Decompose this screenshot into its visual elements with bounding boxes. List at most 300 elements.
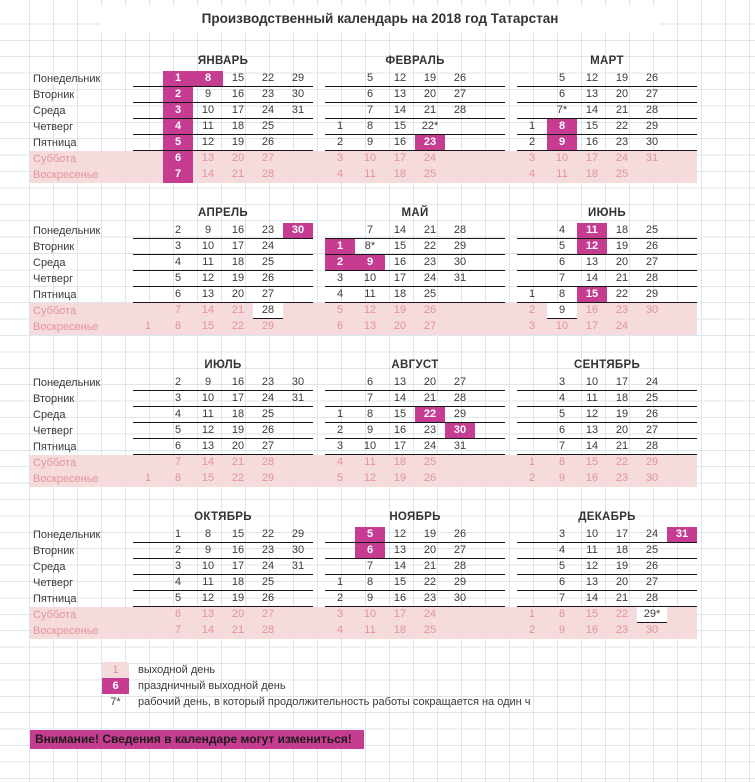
day-cell[interactable] [667,223,697,239]
day-cell[interactable]: 14 [577,271,607,287]
day-cell[interactable] [283,575,313,591]
day-cell[interactable]: 9 [193,87,223,103]
day-cell[interactable]: 24 [415,439,445,455]
day-cell[interactable]: 15 [577,287,607,303]
day-cell[interactable]: 11 [193,255,223,271]
day-cell[interactable]: 11 [364,456,376,468]
day-cell[interactable]: 9 [547,135,577,151]
day-cell[interactable]: 25 [637,391,667,407]
day-cell[interactable] [667,71,697,87]
day-cell[interactable]: 21 [415,103,445,119]
day-cell[interactable]: 9 [355,423,385,439]
day-cell[interactable]: 30 [283,375,313,391]
day-cell[interactable] [325,223,355,239]
day-cell[interactable] [133,607,163,623]
day-cell[interactable]: 28 [637,591,667,607]
day-cell[interactable]: 1 [517,119,547,135]
day-cell[interactable]: 23 [253,375,283,391]
day-cell[interactable]: 27 [445,87,475,103]
day-cell[interactable]: 3 [528,152,536,164]
day-cell[interactable]: 4 [528,168,536,180]
day-cell[interactable] [517,223,547,239]
day-cell[interactable]: 18 [223,407,253,423]
day-cell[interactable] [133,255,163,271]
day-cell[interactable] [475,151,505,167]
day-cell[interactable]: 27 [637,87,667,103]
day-cell[interactable]: 24 [253,239,283,255]
day-cell[interactable] [667,575,697,591]
day-cell[interactable]: 4 [336,456,344,468]
day-cell[interactable]: 18 [607,391,637,407]
day-cell[interactable]: 21 [231,304,245,316]
day-cell[interactable] [475,575,505,591]
day-cell[interactable]: 8 [558,608,566,620]
day-cell[interactable]: 19 [415,71,445,87]
day-cell[interactable]: 3 [336,608,344,620]
day-cell[interactable]: 20 [607,255,637,271]
day-cell[interactable]: 9 [193,543,223,559]
day-cell[interactable]: 16 [223,223,253,239]
day-cell[interactable]: 12 [577,239,607,255]
day-cell[interactable]: 2 [528,472,536,484]
day-cell[interactable]: 13 [577,87,607,103]
day-cell[interactable] [475,103,505,119]
day-cell[interactable]: 17 [607,527,637,543]
day-cell[interactable]: 15 [577,119,607,135]
day-cell[interactable]: 20 [607,423,637,439]
day-cell[interactable] [475,423,505,439]
day-cell[interactable] [445,167,475,183]
day-cell[interactable] [517,71,547,87]
day-cell[interactable] [517,543,547,559]
day-cell[interactable]: 10 [577,375,607,391]
day-cell[interactable] [667,151,697,167]
day-cell[interactable]: 8 [547,119,577,135]
day-cell[interactable]: 26 [253,423,283,439]
day-cell[interactable] [475,439,505,455]
day-cell[interactable]: 2 [163,87,193,103]
day-cell[interactable]: 12 [193,135,223,151]
day-cell[interactable]: 17 [393,152,407,164]
day-cell[interactable] [517,255,547,271]
day-cell[interactable]: 11 [364,168,376,180]
day-cell[interactable]: 30 [637,135,667,151]
day-cell[interactable] [133,575,163,591]
day-cell[interactable]: 13 [385,375,415,391]
day-cell[interactable]: 22 [231,472,245,484]
day-cell[interactable]: 21 [415,391,445,407]
day-cell[interactable] [325,543,355,559]
day-cell[interactable]: 1 [163,527,193,543]
day-cell[interactable]: 2 [325,591,355,607]
day-cell[interactable]: 3 [325,271,355,287]
day-cell[interactable]: 25 [253,575,283,591]
day-cell[interactable]: 5 [547,407,577,423]
day-cell[interactable] [667,391,697,407]
day-cell[interactable] [475,287,505,303]
day-cell[interactable] [475,303,505,319]
day-cell[interactable]: 16 [223,87,253,103]
day-cell[interactable]: 29 [645,456,659,468]
day-cell[interactable] [475,87,505,103]
day-cell[interactable] [133,287,163,303]
day-cell[interactable]: 2 [163,543,193,559]
day-cell[interactable]: 20 [415,375,445,391]
day-cell[interactable]: 24 [423,152,437,164]
day-cell[interactable]: 26 [423,472,437,484]
day-cell[interactable]: 19 [607,239,637,255]
day-cell[interactable]: 30 [445,255,475,271]
day-cell[interactable]: 30 [283,87,313,103]
day-cell[interactable]: 30 [283,223,313,239]
day-cell[interactable]: 23 [253,223,283,239]
day-cell[interactable]: 1 [144,320,152,332]
day-cell[interactable] [475,471,505,487]
day-cell[interactable]: 28 [445,223,475,239]
day-cell[interactable] [325,375,355,391]
day-cell[interactable]: 18 [393,624,407,636]
day-cell[interactable]: 8 [355,407,385,423]
day-cell[interactable]: 14 [201,624,215,636]
day-cell[interactable]: 6 [336,320,344,332]
day-cell[interactable]: 28 [637,271,667,287]
day-cell[interactable] [133,407,163,423]
day-cell[interactable]: 26 [253,135,283,151]
day-cell[interactable]: 12 [577,559,607,575]
day-cell[interactable]: 19 [607,71,637,87]
day-cell[interactable]: 2 [325,423,355,439]
day-cell[interactable] [283,407,313,423]
day-cell[interactable]: 20 [415,87,445,103]
day-cell[interactable] [133,167,163,183]
day-cell[interactable]: 24 [253,103,283,119]
day-cell[interactable]: 4 [325,287,355,303]
day-cell[interactable]: 9 [558,624,566,636]
day-cell[interactable]: 4 [547,223,577,239]
day-cell[interactable] [667,119,697,135]
day-cell[interactable] [133,239,163,255]
day-cell[interactable]: 29 [283,71,313,87]
day-cell[interactable] [517,527,547,543]
day-cell[interactable] [667,559,697,575]
day-cell[interactable]: 15 [585,608,599,620]
day-cell[interactable]: 25 [615,168,629,180]
day-cell[interactable]: 1 [528,456,536,468]
day-cell[interactable]: 8 [547,287,577,303]
day-cell[interactable] [283,167,313,183]
day-cell[interactable]: 17 [223,103,253,119]
day-cell[interactable]: 23 [415,591,445,607]
day-cell[interactable]: 14 [201,168,215,180]
day-cell[interactable]: 17 [393,608,407,620]
day-cell[interactable]: 17 [223,239,253,255]
day-cell[interactable] [325,71,355,87]
day-cell[interactable]: 16 [585,304,599,316]
day-cell[interactable] [445,455,475,471]
day-cell[interactable]: 2 [528,304,536,316]
day-cell[interactable]: 6 [355,375,385,391]
day-cell[interactable]: 17 [607,375,637,391]
day-cell[interactable]: 18 [223,575,253,591]
day-cell[interactable]: 25 [253,255,283,271]
day-cell[interactable] [475,375,505,391]
day-cell[interactable] [475,455,505,471]
day-cell[interactable]: 14 [577,591,607,607]
day-cell[interactable]: 31 [645,152,659,164]
day-cell[interactable]: 6 [355,543,385,559]
day-cell[interactable] [283,239,313,255]
day-cell[interactable] [667,103,697,119]
day-cell[interactable]: 16 [223,375,253,391]
day-cell[interactable]: 19 [393,472,407,484]
day-cell[interactable]: 22 [607,287,637,303]
day-cell[interactable]: 5 [163,591,193,607]
day-cell[interactable]: 21 [607,591,637,607]
day-cell[interactable]: 28 [261,624,275,636]
day-cell[interactable]: 30 [445,423,475,439]
day-cell[interactable] [133,439,163,455]
day-cell[interactable]: 27 [445,543,475,559]
day-cell[interactable]: 7 [355,103,385,119]
day-cell[interactable] [133,151,163,167]
day-cell[interactable]: 10 [355,439,385,455]
day-cell[interactable] [283,455,313,471]
day-cell[interactable] [517,271,547,287]
day-cell[interactable]: 9 [355,591,385,607]
day-cell[interactable]: 6 [174,608,182,620]
day-cell[interactable] [133,71,163,87]
day-cell[interactable]: 8 [355,119,385,135]
day-cell[interactable] [325,87,355,103]
day-cell[interactable]: 3 [163,103,193,119]
day-cell[interactable]: 9 [193,375,223,391]
day-cell[interactable]: 30 [445,591,475,607]
day-cell[interactable] [133,303,163,319]
day-cell[interactable]: 25 [253,407,283,423]
day-cell[interactable]: 14 [577,103,607,119]
day-cell[interactable]: 5 [163,135,193,151]
day-cell[interactable] [517,591,547,607]
day-cell[interactable]: 4 [163,255,193,271]
day-cell[interactable]: 1 [325,239,355,255]
day-cell[interactable] [667,623,697,639]
day-cell[interactable] [475,543,505,559]
day-cell[interactable]: 4 [163,407,193,423]
day-cell[interactable]: 25 [253,119,283,135]
day-cell[interactable]: 13 [577,255,607,271]
day-cell[interactable]: 31 [667,527,697,543]
day-cell[interactable] [475,591,505,607]
day-cell[interactable] [283,135,313,151]
day-cell[interactable] [133,375,163,391]
day-cell[interactable]: 16 [385,135,415,151]
day-cell[interactable]: 18 [607,543,637,559]
day-cell[interactable] [667,303,697,319]
day-cell[interactable]: 17 [223,559,253,575]
day-cell[interactable]: 13 [193,439,223,455]
day-cell[interactable]: 13 [193,287,223,303]
day-cell[interactable]: 3 [528,320,536,332]
day-cell[interactable] [133,87,163,103]
day-cell[interactable]: 1 [325,119,355,135]
day-cell[interactable] [475,607,505,623]
day-cell[interactable]: 30 [645,472,659,484]
day-cell[interactable] [517,407,547,423]
day-cell[interactable] [133,559,163,575]
day-cell[interactable]: 5 [355,527,385,543]
day-cell[interactable] [475,407,505,423]
day-cell[interactable]: 7 [547,439,577,455]
day-cell[interactable]: 10 [193,559,223,575]
day-cell[interactable]: 15 [223,527,253,543]
day-cell[interactable] [133,103,163,119]
day-cell[interactable]: 13 [385,87,415,103]
day-cell[interactable]: 11 [193,119,223,135]
day-cell[interactable]: 28 [445,103,475,119]
day-cell[interactable]: 6 [163,287,193,303]
day-cell[interactable] [283,439,313,455]
day-cell[interactable]: 29 [445,407,475,423]
day-cell[interactable] [517,103,547,119]
day-cell[interactable] [133,623,163,639]
day-cell[interactable] [325,527,355,543]
day-cell[interactable]: 6 [163,151,193,167]
day-cell[interactable] [667,271,697,287]
day-cell[interactable] [667,471,697,487]
day-cell[interactable]: 20 [231,152,245,164]
day-cell[interactable] [517,575,547,591]
day-cell[interactable]: 28 [261,456,275,468]
day-cell[interactable]: 25 [415,287,445,303]
day-cell[interactable] [517,391,547,407]
day-cell[interactable]: 14 [385,103,415,119]
day-cell[interactable]: 22 [253,527,283,543]
day-cell[interactable] [667,607,697,623]
day-cell[interactable]: 3 [547,375,577,391]
day-cell[interactable]: 8 [558,456,566,468]
day-cell[interactable]: 18 [607,223,637,239]
day-cell[interactable]: 31 [283,103,313,119]
day-cell[interactable]: 3 [163,239,193,255]
day-cell[interactable]: 28 [637,439,667,455]
day-cell[interactable]: 18 [393,168,407,180]
day-cell[interactable]: 23 [615,624,629,636]
day-cell[interactable]: 11 [577,543,607,559]
day-cell[interactable]: 4 [336,168,344,180]
day-cell[interactable]: 28 [637,103,667,119]
day-cell[interactable]: 12 [193,591,223,607]
day-cell[interactable]: 24 [615,152,629,164]
day-cell[interactable]: 12 [193,423,223,439]
day-cell[interactable]: 4 [547,543,577,559]
day-cell[interactable]: 22 [415,239,445,255]
day-cell[interactable] [667,319,697,335]
day-cell[interactable]: 29 [445,575,475,591]
day-cell[interactable] [283,271,313,287]
day-cell[interactable]: 7 [355,223,385,239]
day-cell[interactable] [133,391,163,407]
day-cell[interactable] [283,151,313,167]
day-cell[interactable]: 12 [577,71,607,87]
day-cell[interactable]: 26 [423,304,437,316]
day-cell[interactable]: 13 [363,320,377,332]
day-cell[interactable] [445,135,475,151]
day-cell[interactable]: 23 [253,87,283,103]
day-cell[interactable] [133,271,163,287]
day-cell[interactable]: 17 [223,391,253,407]
day-cell[interactable] [667,255,697,271]
day-cell[interactable]: 11 [355,287,385,303]
day-cell[interactable]: 18 [585,168,599,180]
day-cell[interactable]: 20 [223,439,253,455]
day-cell[interactable]: 22 [253,71,283,87]
day-cell[interactable] [283,623,313,639]
day-cell[interactable]: 12 [385,527,415,543]
day-cell[interactable]: 29 [637,119,667,135]
day-cell[interactable]: 24 [415,271,445,287]
day-cell[interactable]: 15 [223,71,253,87]
day-cell[interactable]: 28 [261,168,275,180]
day-cell[interactable]: 2 [517,135,547,151]
day-cell[interactable]: 18 [223,255,253,271]
day-cell[interactable] [517,439,547,455]
day-cell[interactable]: 17 [585,152,599,164]
day-cell[interactable]: 23 [415,255,445,271]
day-cell[interactable]: 21 [231,168,245,180]
day-cell[interactable] [475,391,505,407]
day-cell[interactable]: 16 [385,423,415,439]
day-cell[interactable]: 3 [163,559,193,575]
day-cell[interactable]: 1 [325,407,355,423]
day-cell[interactable]: 16 [385,591,415,607]
day-cell[interactable]: 19 [393,304,407,316]
day-cell[interactable] [475,223,505,239]
day-cell[interactable] [667,591,697,607]
day-cell[interactable]: 14 [385,559,415,575]
day-cell[interactable]: 8 [355,575,385,591]
day-cell[interactable] [283,303,313,319]
day-cell[interactable]: 10 [193,103,223,119]
day-cell[interactable]: 27 [445,375,475,391]
day-cell[interactable]: 14 [385,391,415,407]
day-cell[interactable]: 15 [201,472,215,484]
day-cell[interactable]: 13 [577,423,607,439]
day-cell[interactable] [133,527,163,543]
day-cell[interactable]: 9 [547,303,577,319]
day-cell[interactable]: 25 [423,456,437,468]
day-cell[interactable] [667,543,697,559]
day-cell[interactable]: 15 [385,575,415,591]
day-cell[interactable]: 25 [637,223,667,239]
day-cell[interactable]: 1 [163,71,193,87]
day-cell[interactable]: 25 [423,624,437,636]
day-cell[interactable]: 8 [193,527,223,543]
day-cell[interactable] [283,423,313,439]
day-cell[interactable]: 6 [547,87,577,103]
day-cell[interactable]: 26 [637,407,667,423]
day-cell[interactable]: 28 [445,559,475,575]
day-cell[interactable] [667,135,697,151]
day-cell[interactable] [667,423,697,439]
day-cell[interactable]: 22 [615,608,629,620]
day-cell[interactable]: 12 [385,71,415,87]
day-cell[interactable]: 6 [355,87,385,103]
day-cell[interactable]: 13 [201,608,215,620]
day-cell[interactable] [475,271,505,287]
day-cell[interactable]: 13 [577,575,607,591]
day-cell[interactable]: 10 [363,152,377,164]
day-cell[interactable]: 16 [577,135,607,151]
